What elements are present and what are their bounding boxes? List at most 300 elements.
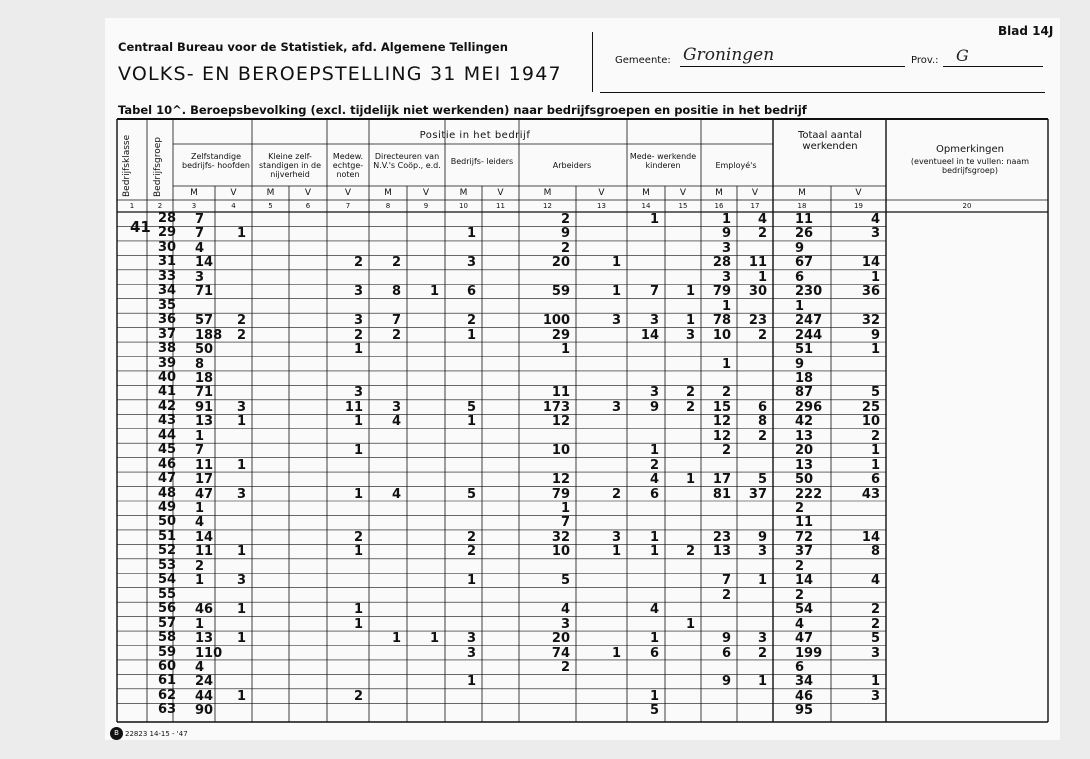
cell-c18: 2 <box>795 587 805 603</box>
cell-c18: 4 <box>795 616 805 632</box>
header-medewerkende: Mede- werkende kinderen <box>629 152 697 170</box>
cell-c17: 4 <box>757 212 767 227</box>
cell-c17: 1 <box>757 573 767 589</box>
cell-c16: 3 <box>721 269 731 285</box>
row-code: 58 <box>158 630 177 646</box>
gender-header-m: M <box>190 188 198 198</box>
cell-c10: 2 <box>466 313 476 329</box>
cell-c7: 1 <box>353 342 363 358</box>
cell-c15: 2 <box>685 544 695 560</box>
cell-c3: 17 <box>195 472 214 488</box>
cell-c15: 1 <box>685 472 695 488</box>
cell-c4: 1 <box>236 631 246 647</box>
cell-c10: 1 <box>466 327 476 343</box>
column-number: 6 <box>305 202 311 210</box>
cell-c8: 1 <box>391 631 401 647</box>
cell-c9: 1 <box>429 631 439 647</box>
cell-c18: 1 <box>795 298 805 314</box>
column-number: 3 <box>191 202 197 210</box>
row-code: 50 <box>158 514 177 530</box>
cell-c16: 2 <box>721 385 731 401</box>
cell-c8: 7 <box>391 313 401 329</box>
row-code: 38 <box>158 341 177 357</box>
gender-header-m: M <box>384 188 392 198</box>
cell-c18: 34 <box>795 674 814 690</box>
cell-c12: 10 <box>551 443 570 459</box>
cell-c18: 222 <box>795 486 823 502</box>
cell-c15: 1 <box>685 313 695 329</box>
header-totaal: Totaal aantal werkenden <box>797 130 863 152</box>
cell-c3: 4 <box>195 240 205 256</box>
cell-c15: 2 <box>685 399 695 415</box>
cell-c12: 4 <box>560 602 570 618</box>
cell-c3: 110 <box>195 645 223 661</box>
cell-c8: 4 <box>391 486 401 502</box>
cell-c7: 3 <box>353 313 363 329</box>
column-number: 12 <box>543 202 552 210</box>
cell-c17: 3 <box>757 631 767 647</box>
cell-c14: 1 <box>649 631 659 647</box>
cell-c10: 1 <box>466 414 476 430</box>
cell-c16: 23 <box>712 529 731 545</box>
column-number: 11 <box>496 202 505 210</box>
gender-header-v: V <box>751 188 759 198</box>
row-code: 44 <box>158 427 177 443</box>
cell-c8: 3 <box>391 399 401 415</box>
row-code: 29 <box>158 225 177 241</box>
gemeente-label: Gemeente: <box>615 55 671 66</box>
cell-c15: 1 <box>685 284 695 300</box>
row-code: 36 <box>158 312 177 328</box>
cell-c3: 71 <box>195 284 214 300</box>
cell-c17: 9 <box>757 529 767 545</box>
cell-c3: 13 <box>195 414 214 430</box>
cell-c12: 1 <box>560 501 570 516</box>
cell-c13: 3 <box>611 529 621 545</box>
cell-c17: 1 <box>757 269 767 285</box>
cell-c16: 12 <box>712 414 731 430</box>
cell-c19: 2 <box>870 428 880 444</box>
column-number: 8 <box>385 202 391 210</box>
cell-c19: 1 <box>870 457 880 473</box>
cell-c14: 2 <box>649 457 659 473</box>
cell-c3: 71 <box>195 385 214 401</box>
cell-c14: 1 <box>649 529 659 545</box>
cell-c13: 1 <box>611 255 621 271</box>
header-zelfstandige: Zelfstandige bedrijfs- hoofden <box>182 152 250 170</box>
row-code: 39 <box>158 355 177 371</box>
cell-c8: 8 <box>391 284 401 300</box>
cell-c19: 2 <box>870 616 880 632</box>
cell-c7: 3 <box>353 385 363 401</box>
row-code: 63 <box>158 702 177 718</box>
cell-c10: 1 <box>466 674 476 690</box>
cell-c4: 1 <box>236 544 246 560</box>
cell-c14: 7 <box>649 284 659 300</box>
cell-c18: 9 <box>795 240 805 256</box>
cell-c13: 1 <box>611 284 621 300</box>
cell-c12: 5 <box>560 573 570 589</box>
column-number: 20 <box>962 202 972 210</box>
row-code: 40 <box>158 369 177 385</box>
cell-c17: 2 <box>757 428 767 444</box>
cell-c4: 2 <box>236 327 246 343</box>
row-code: 28 <box>158 211 177 226</box>
column-number: 18 <box>797 202 807 210</box>
cell-c19: 1 <box>870 269 880 285</box>
cell-c3: 4 <box>195 515 205 531</box>
column-number: 16 <box>714 202 724 210</box>
column-number: 19 <box>854 202 863 210</box>
header-directeuren: Directeuren van N.V.'s Coöp., e.d. <box>373 152 441 170</box>
cell-c13: 2 <box>611 486 621 502</box>
row-code: 41 <box>158 384 177 400</box>
cell-c14: 5 <box>649 703 659 719</box>
cell-c18: 37 <box>795 544 814 560</box>
cell-c3: 50 <box>195 342 214 358</box>
cell-c7: 3 <box>353 284 363 300</box>
cell-c3: 13 <box>195 631 214 647</box>
cell-c19: 3 <box>870 688 880 704</box>
cell-c7: 1 <box>353 616 363 632</box>
cell-c19: 5 <box>870 385 880 401</box>
gemeente-value: Groningen <box>683 45 775 65</box>
row-code: 51 <box>158 528 177 544</box>
cell-c18: 2 <box>795 501 805 516</box>
cell-c4: 3 <box>236 486 246 502</box>
row-code: 61 <box>158 673 177 689</box>
column-number: 4 <box>231 202 236 210</box>
cell-c16: 1 <box>721 212 731 227</box>
cell-c19: 36 <box>861 284 880 300</box>
row-code: 30 <box>158 239 177 255</box>
row-code: 49 <box>158 500 177 515</box>
cell-c18: 247 <box>795 313 823 329</box>
klasse-value: 41 <box>130 218 151 236</box>
header-opmerkingen: Opmerkingen <box>936 144 1004 155</box>
cell-c16: 9 <box>721 674 731 690</box>
row-code: 31 <box>158 254 177 270</box>
cell-c17: 23 <box>748 313 767 329</box>
cell-c17: 5 <box>757 472 767 488</box>
column-number: 5 <box>268 202 273 210</box>
gender-header-v: V <box>304 188 312 198</box>
cell-c16: 2 <box>721 587 731 603</box>
cell-c16: 79 <box>712 284 731 300</box>
gender-header-v: V <box>598 188 605 198</box>
row-code: 62 <box>158 687 177 703</box>
column-number: 9 <box>423 202 429 210</box>
row-code: 60 <box>158 658 177 674</box>
row-code: 43 <box>158 413 177 429</box>
cell-c3: 1 <box>195 616 205 632</box>
cell-c12: 29 <box>551 327 570 343</box>
cell-c16: 78 <box>712 313 731 329</box>
row-code: 59 <box>158 644 177 660</box>
gender-header-v: V <box>679 188 687 198</box>
cell-c14: 9 <box>649 399 659 415</box>
cell-c16: 15 <box>712 399 731 415</box>
cell-c18: 13 <box>795 428 814 444</box>
row-code: 46 <box>158 456 177 472</box>
cell-c12: 9 <box>560 226 570 242</box>
cell-c19: 8 <box>870 544 880 560</box>
cell-c16: 7 <box>721 573 731 589</box>
cell-c14: 1 <box>649 212 659 227</box>
cell-c19: 6 <box>870 472 880 488</box>
cell-c17: 2 <box>757 645 767 661</box>
cell-c19: 2 <box>870 602 880 618</box>
cell-c3: 1 <box>195 573 205 589</box>
cell-c4: 1 <box>236 688 246 704</box>
cell-c14: 1 <box>649 544 659 560</box>
cell-c3: 7 <box>195 226 205 242</box>
column-number: 15 <box>678 202 688 210</box>
cell-c16: 13 <box>712 544 731 560</box>
organisation-name: Centraal Bureau voor de Statistiek, afd. Algemene Tellingen <box>118 40 508 54</box>
cell-c3: 24 <box>195 674 214 690</box>
cell-c12: 100 <box>542 313 570 329</box>
cell-c19: 1 <box>870 674 880 690</box>
cell-c16: 6 <box>721 645 731 661</box>
gender-header-v: V <box>230 188 237 198</box>
cell-c14: 6 <box>649 486 659 502</box>
row-code: 56 <box>158 601 177 617</box>
gender-header-v: V <box>344 188 352 198</box>
cell-c18: 9 <box>795 356 805 372</box>
cell-c19: 3 <box>870 645 880 661</box>
cell-c8: 2 <box>391 327 401 343</box>
table-title: Tabel 10^. Beroepsbevolking (excl. tijdelijk niet werkenden) naar bedrijfsgroepen en positie in het bedrijf <box>118 103 807 117</box>
cell-c12: 2 <box>560 212 570 227</box>
header-bedrijfsklasse: Bedrijfsklasse <box>122 134 132 197</box>
cell-c14: 6 <box>649 645 659 661</box>
cell-c10: 2 <box>466 544 476 560</box>
cell-c18: 296 <box>795 399 823 415</box>
province-value: G <box>956 46 969 65</box>
cell-c10: 1 <box>466 573 476 589</box>
column-number: 7 <box>345 202 351 210</box>
cell-c13: 1 <box>611 645 621 661</box>
cell-c4: 3 <box>236 399 246 415</box>
cell-c18: 230 <box>795 284 823 300</box>
cell-c3: 91 <box>195 399 214 415</box>
cell-c16: 1 <box>721 356 731 372</box>
cell-c16: 1 <box>721 298 731 314</box>
column-number: 2 <box>157 202 163 210</box>
row-code: 57 <box>158 615 177 631</box>
cell-c17: 1 <box>757 674 767 690</box>
row-code: 37 <box>158 326 177 342</box>
cell-c17: 37 <box>748 486 767 502</box>
row-code: 48 <box>158 485 177 501</box>
cell-c12: 12 <box>551 414 570 430</box>
cell-c3: 14 <box>195 255 214 271</box>
cell-c13: 3 <box>611 399 621 415</box>
cell-c18: 6 <box>795 269 805 285</box>
cell-c7: 2 <box>353 327 363 343</box>
cell-c3: 44 <box>195 688 214 704</box>
cell-c3: 90 <box>195 703 214 719</box>
cell-c15: 2 <box>685 385 695 401</box>
gender-header-m: M <box>266 188 275 198</box>
cell-c15: 3 <box>685 327 695 343</box>
row-code: 33 <box>158 268 177 284</box>
cell-c7: 1 <box>353 414 363 430</box>
cell-c3: 3 <box>195 269 205 285</box>
cell-c12: 79 <box>551 486 570 502</box>
cell-c19: 1 <box>870 443 880 459</box>
cell-c3: 1 <box>195 501 205 516</box>
cell-c3: 4 <box>195 659 205 675</box>
row-code: 34 <box>158 283 177 299</box>
form-title: VOLKS- EN BEROEPSTELLING 31 MEI 1947 <box>118 63 562 85</box>
cell-c10: 3 <box>466 645 476 661</box>
cell-c16: 9 <box>721 631 731 647</box>
cell-c18: 72 <box>795 529 814 545</box>
row-code: 53 <box>158 557 177 573</box>
cell-c12: 3 <box>560 616 570 632</box>
cell-c7: 11 <box>344 399 363 415</box>
header-bedrijfsgroep: Bedrijfsgroep <box>153 137 163 197</box>
cell-c12: 7 <box>560 515 570 531</box>
cell-c10: 5 <box>466 399 476 415</box>
cell-c16: 28 <box>712 255 731 271</box>
cell-c14: 4 <box>649 472 659 488</box>
cell-c17: 3 <box>757 544 767 560</box>
cell-c19: 25 <box>861 399 880 415</box>
cell-c14: 3 <box>649 313 659 329</box>
cell-c12: 59 <box>551 284 570 300</box>
sheet-number: Blad 14J <box>998 24 1054 38</box>
header-kleine: Kleine zelf- standigen in de nijverheid <box>258 152 322 179</box>
cell-c12: 11 <box>551 385 570 401</box>
cell-c18: 50 <box>795 472 814 488</box>
cell-c19: 4 <box>870 212 880 227</box>
cell-c3: 18 <box>195 370 214 386</box>
cell-c3: 11 <box>195 457 214 473</box>
cell-c18: 95 <box>795 703 814 719</box>
cell-c19: 9 <box>870 327 880 343</box>
cell-c12: 2 <box>560 240 570 256</box>
cell-c18: 46 <box>795 688 814 704</box>
cell-c19: 4 <box>870 573 880 589</box>
row-code: 42 <box>158 398 177 414</box>
cell-c8: 2 <box>391 255 401 271</box>
cell-c18: 11 <box>795 212 814 227</box>
cell-c12: 20 <box>551 631 570 647</box>
cell-c19: 32 <box>861 313 880 329</box>
cell-c14: 3 <box>649 385 659 401</box>
cell-c7: 1 <box>353 544 363 560</box>
cell-c19: 14 <box>861 255 880 271</box>
cell-c17: 2 <box>757 226 767 242</box>
row-code: 55 <box>158 586 177 602</box>
cell-c16: 12 <box>712 428 731 444</box>
cell-c10: 2 <box>466 529 476 545</box>
cell-c19: 5 <box>870 631 880 647</box>
row-code: 47 <box>158 471 177 487</box>
cell-c4: 1 <box>236 602 246 618</box>
cell-c4: 1 <box>236 414 246 430</box>
column-number: 10 <box>459 202 468 210</box>
cell-c19: 1 <box>870 342 880 358</box>
gender-header-m: M <box>798 188 806 198</box>
cell-c15: 1 <box>685 616 695 632</box>
cell-c18: 244 <box>795 327 823 343</box>
print-code: 22823 14-15 - '47 <box>125 730 188 738</box>
cell-c14: 1 <box>649 443 659 459</box>
gender-header-m: M <box>715 188 723 198</box>
cell-c14: 4 <box>649 602 659 618</box>
cell-c17: 30 <box>748 284 767 300</box>
cell-c3: 46 <box>195 602 214 618</box>
cell-c18: 13 <box>795 457 814 473</box>
cell-c16: 9 <box>721 226 731 242</box>
cell-c12: 20 <box>551 255 570 271</box>
gender-header-m: M <box>642 188 650 198</box>
header-bedrijfsleiders: Bedrijfs- leiders <box>450 157 514 166</box>
cell-c10: 6 <box>466 284 476 300</box>
cell-c7: 2 <box>353 688 363 704</box>
cell-c3: 57 <box>195 313 214 329</box>
cell-c3: 11 <box>195 544 214 560</box>
column-number: 13 <box>597 202 606 210</box>
row-code: 54 <box>158 572 177 588</box>
cell-c19: 10 <box>861 414 880 430</box>
cell-c8: 4 <box>391 414 401 430</box>
gender-header-v: V <box>855 188 862 198</box>
cell-c17: 2 <box>757 327 767 343</box>
cell-c10: 3 <box>466 631 476 647</box>
cell-c17: 8 <box>757 414 767 430</box>
cell-c18: 18 <box>795 370 814 386</box>
cell-c13: 1 <box>611 544 621 560</box>
cell-c19: 3 <box>870 226 880 242</box>
cell-c18: 67 <box>795 255 814 271</box>
cell-c19: 43 <box>861 486 880 502</box>
cell-c3: 14 <box>195 529 214 545</box>
cell-c9: 1 <box>429 284 439 300</box>
cell-c16: 10 <box>712 327 731 343</box>
cell-c18: 47 <box>795 631 814 647</box>
cell-c12: 32 <box>551 529 570 545</box>
cell-c17: 11 <box>748 255 767 271</box>
cell-c16: 3 <box>721 240 731 256</box>
cell-c12: 10 <box>551 544 570 560</box>
cell-c4: 1 <box>236 226 246 242</box>
column-number: 17 <box>750 202 760 210</box>
cell-c18: 54 <box>795 602 814 618</box>
row-code: 45 <box>158 442 177 458</box>
cell-c18: 20 <box>795 443 814 459</box>
cell-c12: 12 <box>551 472 570 488</box>
cell-c3: 47 <box>195 486 214 502</box>
gender-header-v: V <box>497 188 504 198</box>
cell-c3: 1 <box>195 428 205 444</box>
cell-c17: 6 <box>757 399 767 415</box>
cell-c18: 11 <box>795 515 814 531</box>
gender-header-m: M <box>459 188 468 198</box>
cell-c18: 14 <box>795 573 814 589</box>
header-arbeiders: Arbeiders <box>552 161 592 170</box>
cell-c13: 3 <box>611 313 621 329</box>
cell-c3: 188 <box>195 327 223 343</box>
cell-c12: 2 <box>560 659 570 675</box>
cell-c4: 1 <box>236 457 246 473</box>
cell-c16: 2 <box>721 443 731 459</box>
cell-c7: 2 <box>353 529 363 545</box>
